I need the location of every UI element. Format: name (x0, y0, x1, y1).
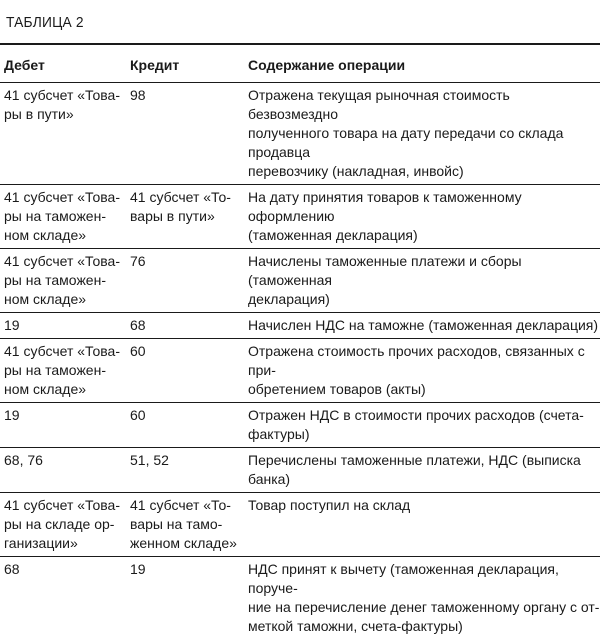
accounting-entries-table (0, 56, 600, 639)
description-text: Начислены таможенные платежи и сборы (таможенная декларация) (248, 252, 600, 309)
credit-cell (126, 557, 244, 639)
description-cell (244, 313, 600, 339)
table-header-row (0, 56, 600, 83)
table-row (0, 185, 600, 249)
table-row (0, 448, 600, 493)
debit-text: 41 субсчет «Това- ры на таможен- ном складе» (4, 188, 126, 245)
description-text: Начислен НДС на таможне (таможенная декларация) (248, 316, 600, 335)
header-debit: Дебет (0, 56, 126, 83)
description-text: Отражена текущая рыночная стоимость безвозмездно полученного товара на дату передачи со склада продавца перевозчику (накладная, инвойс) (248, 86, 600, 181)
debit-text: 41 субсчет «Това- ры в пути» (4, 86, 126, 124)
table-row (0, 493, 600, 557)
debit-text: 68, 76 (4, 451, 126, 470)
header-operation: Содержание операции (244, 56, 600, 83)
credit-text: 41 субсчет «То- вары в пути» (130, 188, 244, 226)
credit-cell (126, 339, 244, 403)
credit-text: 98 (130, 86, 244, 105)
description-cell (244, 83, 600, 185)
description-text: Отражена стоимость прочих расходов, связанных с при- обретением товаров (акты) (248, 342, 600, 399)
description-cell (244, 557, 600, 639)
credit-text: 41 субсчет «То- вары на тамо- женном складе» (130, 496, 244, 553)
credit-cell (126, 83, 244, 185)
credit-cell (126, 493, 244, 557)
debit-cell (0, 403, 126, 448)
credit-text: 51, 52 (130, 451, 244, 470)
debit-cell (0, 83, 126, 185)
header-credit: Кредит (126, 56, 244, 83)
credit-text: 19 (130, 560, 244, 579)
debit-text: 68 (4, 560, 126, 579)
credit-cell (126, 403, 244, 448)
table-row (0, 83, 600, 185)
table-title: ТАБЛИЦА 2 (6, 14, 84, 31)
description-cell (244, 448, 600, 493)
debit-cell (0, 493, 126, 557)
credit-text: 60 (130, 406, 244, 425)
debit-cell (0, 557, 126, 639)
description-cell (244, 185, 600, 249)
debit-text: 19 (4, 316, 126, 335)
table-row (0, 339, 600, 403)
credit-cell (126, 448, 244, 493)
credit-cell (126, 185, 244, 249)
credit-text: 68 (130, 316, 244, 335)
table-row (0, 313, 600, 339)
debit-cell (0, 249, 126, 313)
description-text: Отражен НДС в стоимости прочих расходов (счета- фактуры) (248, 406, 600, 444)
description-cell (244, 339, 600, 403)
description-text: Товар поступил на склад (248, 496, 600, 515)
table-row (0, 403, 600, 448)
credit-cell (126, 313, 244, 339)
description-text: Перечислены таможенные платежи, НДС (выписка банка) (248, 451, 600, 489)
debit-text: 41 субсчет «Това- ры на складе ор- ганизации» (4, 496, 126, 553)
debit-text: 19 (4, 406, 126, 425)
description-text: НДС принят к вычету (таможенная декларация, поруче- ние на перечисление денег таможенному органу с от- меткой таможни, счета-фактуры) (248, 560, 600, 636)
debit-text: 41 субсчет «Това- ры на таможен- ном складе» (4, 342, 126, 399)
debit-cell (0, 185, 126, 249)
credit-cell (126, 249, 244, 313)
description-text: На дату принятия товаров к таможенному оформлению (таможенная декларация) (248, 188, 600, 245)
top-rule-divider (0, 43, 600, 45)
description-cell (244, 403, 600, 448)
debit-cell (0, 313, 126, 339)
description-cell (244, 249, 600, 313)
credit-text: 76 (130, 252, 244, 271)
credit-text: 60 (130, 342, 244, 361)
table-row (0, 249, 600, 313)
table-row (0, 557, 600, 639)
description-cell (244, 493, 600, 557)
debit-cell (0, 339, 126, 403)
debit-cell (0, 448, 126, 493)
debit-text: 41 субсчет «Това- ры на таможен- ном складе» (4, 252, 126, 309)
